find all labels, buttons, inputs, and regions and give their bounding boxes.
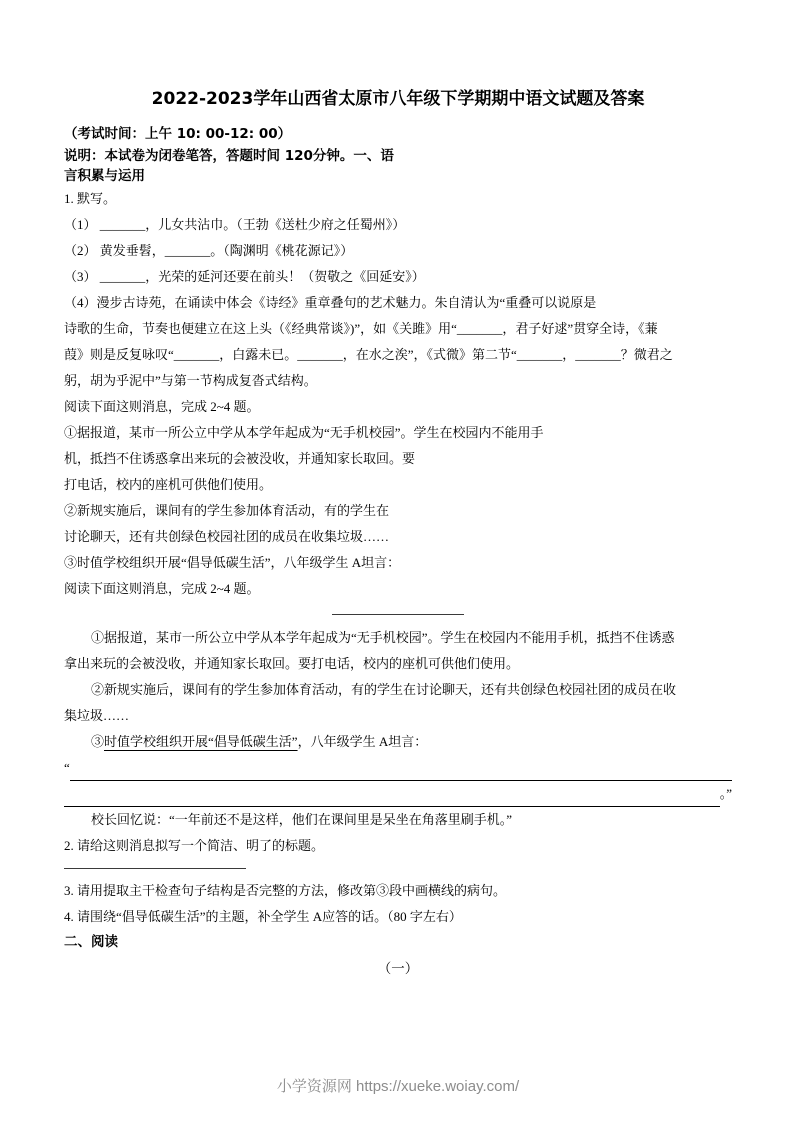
section2-heading: 二、阅读 [64,934,118,950]
news-b-para2-line-1: ②新规实施后，课间有的学生参加体育活动，有的学生在讨论聊天，还有共创绿色校园社团的成员在收 [91,682,677,697]
page-title: 2022-2023学年山西省太原市八年级下学期期中语文试题及答案 [151,89,645,109]
question1-item-1: （1） _______，儿女共沾巾。（王勃《送杜少府之任蜀州》） [64,217,406,232]
question1-item-2: （2） 黄发垂髫，_______。（陶渊明《桃花源记》） [64,243,354,258]
site-watermark: 小学资源网 https://xueke.woiay.com/ [276,1078,520,1095]
news-a-line-2: 机，抵挡不住诱惑拿出来玩的会被没收，并通知家长取回。要 [64,451,416,466]
question1-item-4-line-2: 诗歌的生命，节奏也便建立在这上头（《经典常谈》)”，如《关雎》用“_______，君子好逑”贯穿全诗，《蒹 [64,321,658,336]
exam-instructions-line2: 言积累与运用 [64,168,145,184]
news-b-para1-line-1: ①据报道，某市一所公立中学从本学年起成为“无手机校园”。学生在校园内不能用手机，抵挡不住诱惑 [91,630,675,645]
question1-heading: 1. 默写。 [64,191,117,206]
center-divider [332,614,464,615]
news-a-line-1: ①据报道，某市一所公立中学从本学年起成为“无手机校园”。学生在校园内不能用手 [64,425,544,440]
news-a-line-5: 讨论聊天，还有共创绿色校园社团的成员在收集垃圾…… [64,529,390,544]
para3-underlined-faulty-sentence: 时值学校组织开展“倡导低碳生活” [104,734,298,749]
question2: 2. 请给这则消息拟写一个简洁、明了的标题。 [64,838,325,853]
question1-item-4-line-1: （4）漫步古诗苑，在诵读中体会《诗经》重章叠句的艺术魅力。朱自清认为“重叠可以说原是 [64,295,597,310]
news-a-line-3: 打电话，校内的座机可供他们使用。 [64,477,273,492]
answer-open-quote: “ [64,760,70,775]
para3-tail: ，八年级学生 A坦言： [297,734,428,749]
answer-writing-rule-2 [64,786,720,807]
question1-item-4-line-4: 躬，胡为乎泥中”与第一节构成复沓式结构。 [64,373,317,388]
reading-intro-repeat: 阅读下面这则消息，完成 2~4 题。 [64,581,260,596]
question1-item-3: （3） _______，光荣的延河还要在前头！（贺敬之《回延安》） [64,269,425,284]
exam-time: （考试时间：上午 10: 00-12: 00） [64,126,292,142]
news-b-para1-line-2: 拿出来玩的会被没收，并通知家长取回。要打电话，校内的座机可供他们使用。 [64,656,520,671]
news-a-line-6: ③时值学校组织开展“倡导低碳生活”，八年级学生 A坦言： [64,555,401,570]
answer-blank-line-2 [64,781,732,807]
answer-writing-rule-1 [70,760,732,781]
principal-quote: 校长回忆说：“一年前还不是这样，他们在课间里是呆坐在角落里刷手机。” [91,812,513,827]
section2-subsection: （一） [377,961,419,976]
answer-close-quote: 。” [719,786,732,801]
para3-marker: ③ [91,734,105,749]
news-b-para2-line-2: 集垃圾…… [64,708,130,723]
question4: 4. 请围绕“倡导低碳生活”的主题，补全学生 A应答的话。（80 字左右） [64,909,462,924]
left-divider [64,868,246,869]
question1-item-4-line-3: 葭》则是反复咏叹“_______，白露未已。_______，在水之涘”，《式微》第二节“_______，_______？微君之 [64,347,673,362]
news-b-para3 [64,729,732,755]
exam-instructions-line1: 说明：本试卷为闭卷笔答，答题时间 120分钟。一、语 [64,148,394,164]
news-a-line-4: ②新规实施后，课间有的学生参加体育活动，有的学生在 [64,503,390,518]
reading-intro: 阅读下面这则消息，完成 2~4 题。 [64,399,260,414]
question3: 3. 请用提取主干检查句子结构是否完整的方法，修改第③段中画横线的病句。 [64,883,507,898]
answer-blank-line-1 [64,755,732,781]
